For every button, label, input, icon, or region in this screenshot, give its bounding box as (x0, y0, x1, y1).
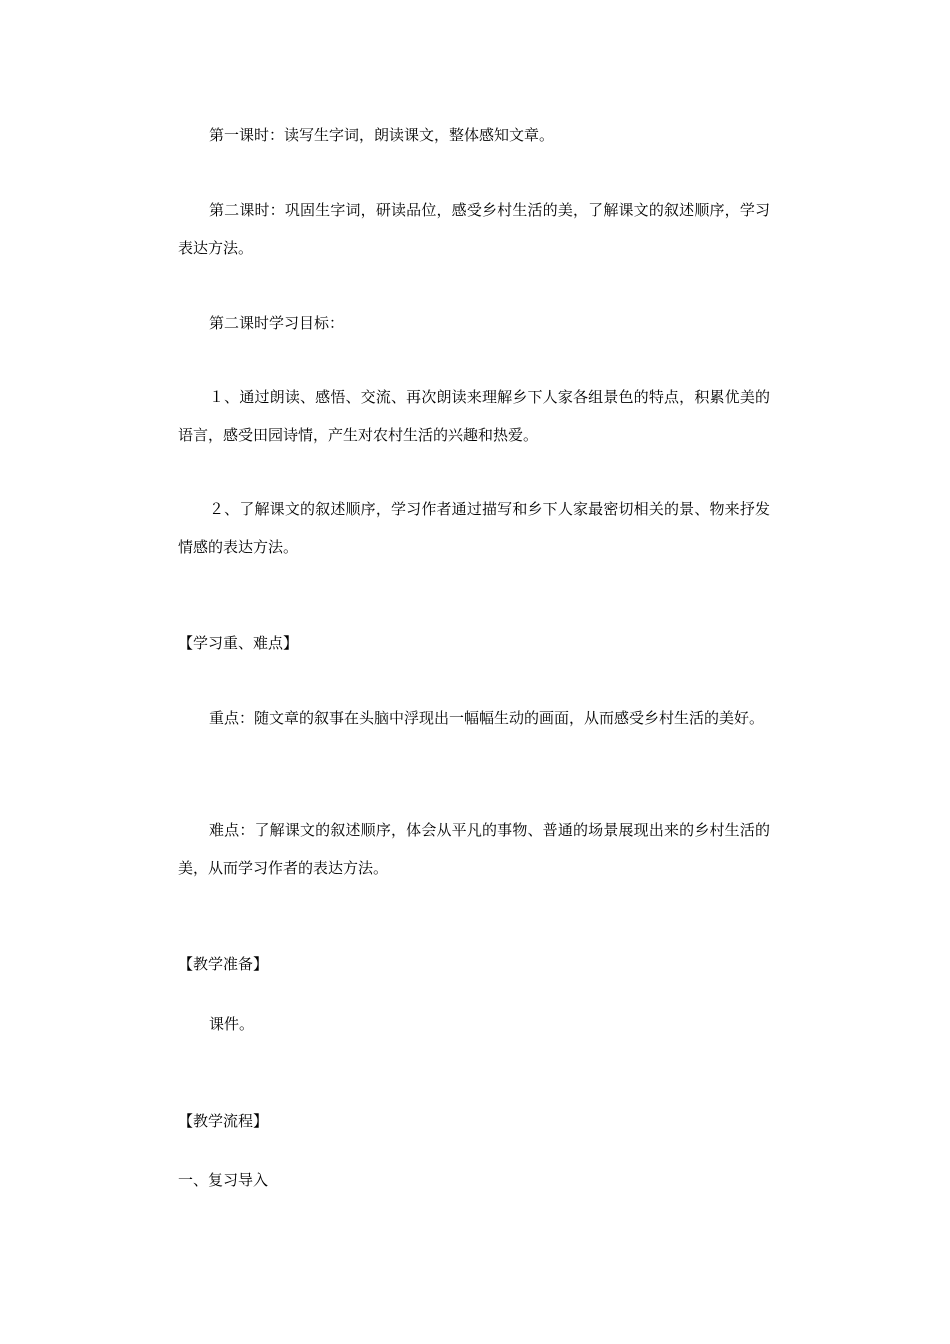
objective-1: １、通过朗读、感悟、交流、再次朗读来理解乡下人家各组景色的特点，积累优美的语言，感受田园诗情，产生对农村生活的兴趣和热爱。 (178, 388, 770, 444)
process-step-1: 一、复习导入 (178, 1171, 269, 1189)
preparation: 课件。 (209, 1015, 255, 1033)
process-heading: 【教学流程】 (178, 1112, 269, 1130)
key-points-heading: 【学习重、难点】 (178, 634, 299, 652)
difficulty: 难点：了解课文的叙述顺序，体会从平凡的事物、普通的场景展现出来的乡村生活的美，从而学习作者的表达方法。 (178, 821, 770, 877)
objective-2: ２、了解课文的叙述顺序，学习作者通过描写和乡下人家最密切相关的景、物来抒发情感的表达方法。 (178, 500, 770, 556)
preparation-heading: 【教学准备】 (178, 955, 269, 973)
key-point: 重点：随文章的叙事在头脑中浮现出一幅幅生动的画面，从而感受乡村生活的美好。 (209, 709, 765, 727)
lesson-plan-1: 第一课时：读写生字词，朗读课文，整体感知文章。 (209, 126, 555, 144)
objectives-title: 第二课时学习目标： (209, 314, 345, 332)
lesson-plan-2: 第二课时：巩固生字词，研读品位，感受乡村生活的美，了解课文的叙述顺序，学习表达方法。 (178, 201, 770, 257)
